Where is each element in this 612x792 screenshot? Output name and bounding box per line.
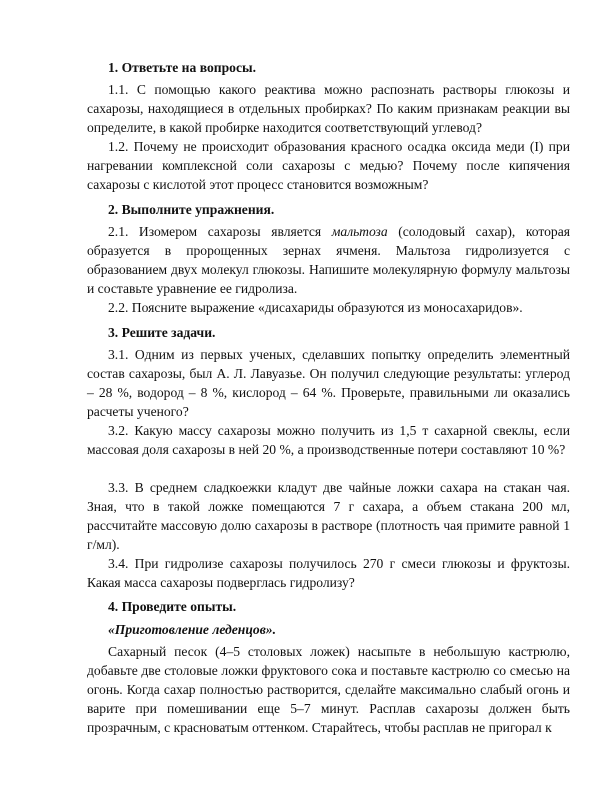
question-2-1 <box>87 222 570 298</box>
question-2-1-part-b: (солодовый сахар), которая образуется в пророщенных зернах ячменя. Мальтоза гидролизуется с образованием двух молекул глюкозы. Напишите молекулярную формулу мальтозы и составьте уравнение ее гидролиза. <box>87 224 570 296</box>
experiment-text: Сахарный песок (4–5 столовых ложек) насыпьте в небольшую кастрюлю, добавьте две столовые ложки фруктового сока и поставьте кастрюлю со смесью на огонь. Когда сахар полностью растворится, сделайте максимально слабый огонь и варите при помешивании еще 5–7 минут. Расплав сахарозы должен быть прозрачным, с красноватым оттенком. Старайтесь, чтобы расплав не пригорал к <box>87 644 570 735</box>
question-3-3: 3.3. В среднем сладкоежки кладут две чайные ложки сахара на стакан чая. Зная, что в такой ложке помещаются 7 г сахара, а объем стакана 200 мл, рассчитайте массовую долю сахарозы в растворе (плотность чая примите равной 1 г/мл). <box>87 480 570 552</box>
question-3-2: 3.2. Какую массу сахарозы можно получить из 1,5 т сахарной свеклы, если массовая доля сахарозы в ней 20 %, а производственные потери составляют 10 %? <box>87 423 570 457</box>
section-3-heading: 3. Решите задачи. <box>108 325 216 340</box>
question-1-2: 1.2. Почему не происходит образования красного осадка оксида меди (I) при нагревании комплексной соли сахарозы с медью? Почему после кипячения сахарозы с кислотой этот процесс становится возможным? <box>87 139 570 192</box>
maltose-term: мальтоза <box>331 224 388 239</box>
section-4-heading: 4. Проведите опыты. <box>108 599 237 614</box>
question-3-4: 3.4. При гидролизе сахарозы получилось 270 г смеси глюкозы и фруктозы. Какая масса сахарозы подверглась гидролизу? <box>87 556 570 590</box>
question-1-1: 1.1. С помощью какого реактива можно распознать растворы глюкозы и сахарозы, находящиеся в отдельных пробирках? По каким признакам реакции вы определите, в какой пробирке находится соответствующий углевод? <box>87 82 570 135</box>
section-1-heading: 1. Ответьте на вопросы. <box>108 60 256 75</box>
experiment-title: «Приготовление леденцов». <box>108 622 276 637</box>
section-2-heading: 2. Выполните упражнения. <box>108 202 275 217</box>
question-2-1-part-a: 2.1. Изомером сахарозы является <box>108 224 322 239</box>
question-3-1: 3.1. Одним из первых ученых, сделавших попытку определить элементный состав сахарозы, был А. Л. Лавуазье. Он получил следующие результаты: углерод – 28 %, водород – 8 %, кислород – 64 %. Проверьте, правильными ли оказались расчеты ученого? <box>87 347 570 419</box>
question-2-2: 2.2. Поясните выражение «дисахариды образуются из моносахаридов». <box>108 300 523 315</box>
